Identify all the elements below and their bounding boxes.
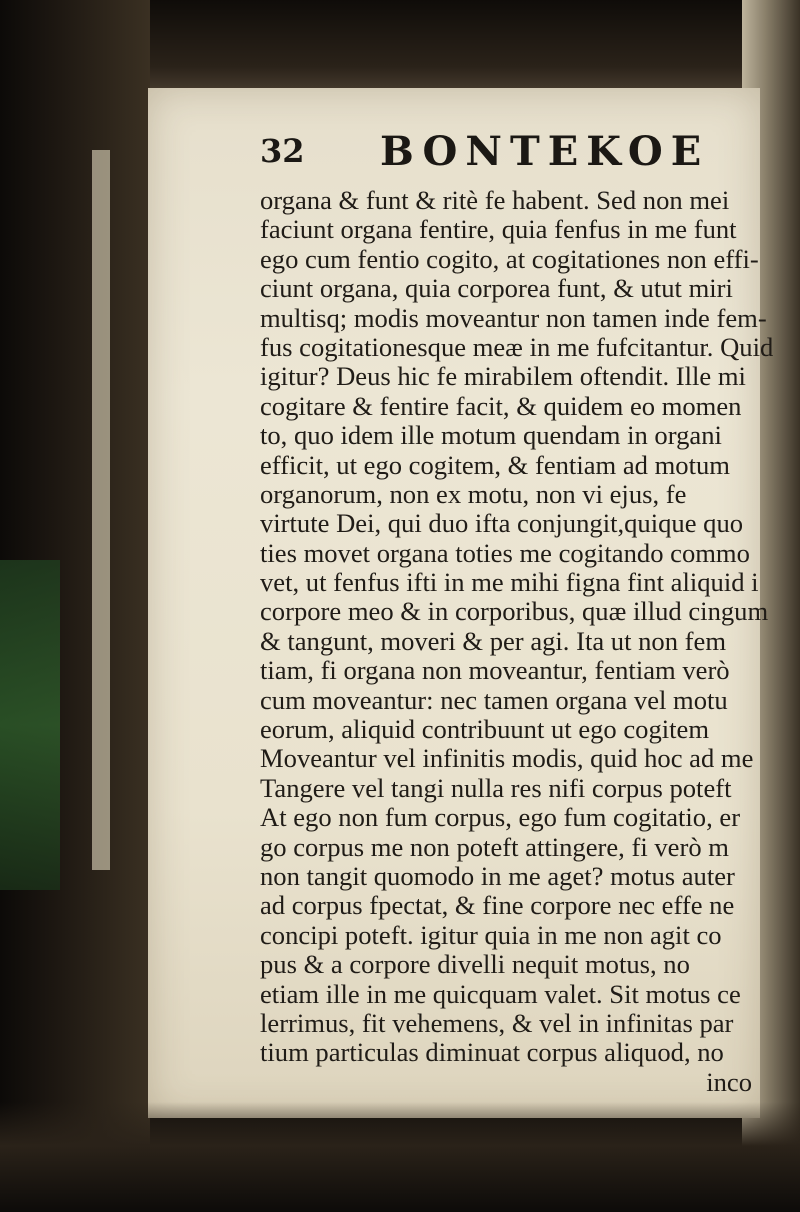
text-line: concipi poteft. igitur quia in me non agit co bbox=[260, 919, 722, 950]
text-line: multisq; modis moveantur non tamen inde fem- bbox=[260, 302, 767, 333]
text-line: eorum, aliquid contribuunt ut ego cogitem bbox=[260, 714, 710, 745]
text-line: to, quo idem ille motum quendam in organi bbox=[260, 420, 722, 451]
text-line: ad corpus fpectat, & fine corpore nec effe ne bbox=[260, 890, 735, 921]
previous-page-edge bbox=[92, 150, 110, 870]
text-line: ego cum fentio cogito, at cogitationes non effi- bbox=[260, 243, 759, 274]
page-number: 32 bbox=[260, 132, 305, 170]
text-line: & tangunt, moveri & per agi. Ita ut non fem bbox=[260, 625, 727, 656]
book-page bbox=[148, 88, 774, 1118]
text-line: organorum, non ex motu, non vi ejus, fe bbox=[260, 478, 687, 509]
text-line: tiam, fi organa non moveantur, fentiam verò bbox=[260, 655, 730, 686]
text-line: ciunt organa, quia corporea funt, & utut miri bbox=[260, 273, 733, 304]
text-line: organa & funt & ritè fe habent. Sed non mei bbox=[260, 185, 730, 215]
text-line: pus & a corpore divelli nequit motus, no bbox=[260, 949, 690, 980]
text-line: igitur? Deus hic fe mirabilem oftendit. Ille mi bbox=[260, 361, 746, 392]
text-line: cum moveantur: nec tamen organa vel motu bbox=[260, 684, 728, 715]
text-line: faciunt organa fentire, quia fenfus in me funt bbox=[260, 214, 737, 245]
text-line: virtute Dei, qui duo ifta conjungit,quique quo bbox=[260, 508, 744, 539]
text-line: tium particulas diminuat corpus aliquod, no bbox=[260, 1037, 724, 1068]
catchword: inco bbox=[706, 1066, 752, 1097]
text-line: lerrimus, fit vehemens, & vel in infinitas par bbox=[260, 1007, 734, 1038]
left-gutter-color-patch bbox=[0, 560, 60, 890]
running-head: BONTEKOE bbox=[380, 128, 710, 175]
text-line: vet, ut fenfus ifti in me mihi figna fint aliquid i bbox=[260, 567, 759, 598]
text-line: At ego non fum corpus, ego fum cogitatio, er bbox=[260, 802, 741, 833]
text-line: fus cogitationesque meæ in me fufcitantur. Quid bbox=[260, 331, 774, 362]
page-header bbox=[148, 128, 760, 175]
text-line: Tangere vel tangi nulla res nifi corpus poteft bbox=[260, 772, 732, 803]
text-line: corpore meo & in corporibus, quæ illud cingum bbox=[260, 596, 769, 627]
text-line: non tangit quomodo in me aget? motus auter bbox=[260, 860, 735, 891]
text-line: etiam ille in me quicquam valet. Sit motus ce bbox=[260, 978, 741, 1009]
text-line: ties movet organa toties me cogitando commo bbox=[260, 537, 750, 568]
bottom-shadow bbox=[0, 1102, 800, 1212]
body-text bbox=[260, 185, 774, 1097]
text-line: Moveantur vel infinitis modis, quid hoc ad me bbox=[260, 743, 754, 774]
text-line: go corpus me non poteft attingere, fi verò m bbox=[260, 831, 729, 862]
text-line: cogitare & fentire facit, & quidem eo momen bbox=[260, 390, 742, 421]
text-line: efficit, ut ego cogitem, & fentiam ad motum bbox=[260, 449, 730, 480]
